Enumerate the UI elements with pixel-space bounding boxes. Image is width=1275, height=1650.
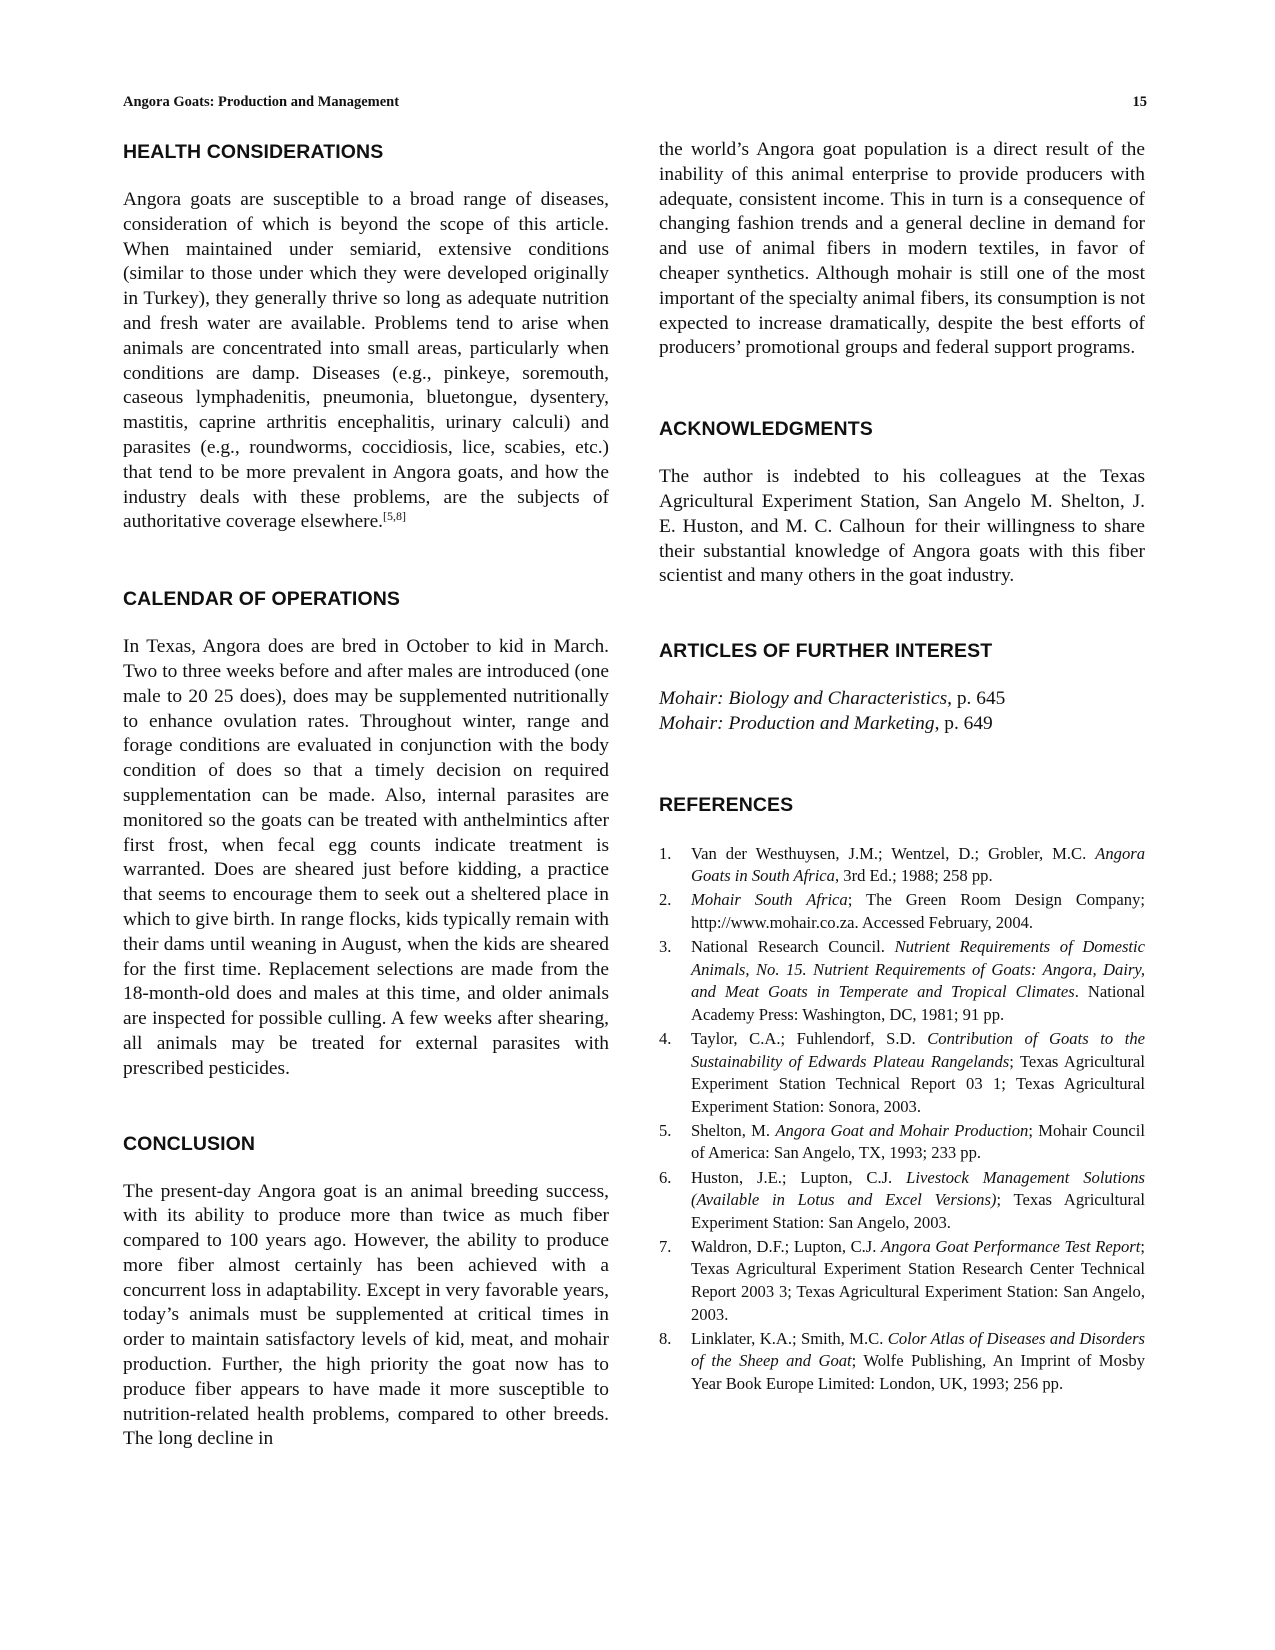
reference-number: 7. (659, 1236, 672, 1256)
reference-text (691, 1328, 1145, 1396)
reference-item (659, 1167, 1145, 1235)
further-interest-list (659, 687, 1145, 737)
reference-text (691, 1236, 1145, 1326)
acknowledgments-paragraph: The author is indebted to his colleagues at the Texas Agricultural Experiment Station, San Angelo M. Shelton, J. E. Huston, and M. C. Calhoun for their willingness to share their substantial knowledge of Angora goats with this fiber scientist and many others in the goat industry. (659, 466, 1145, 587)
further-interest-item[interactable] (659, 712, 1145, 737)
health-citation[interactable]: [5,8] (383, 509, 407, 524)
reference-authors: Linklater, K.A.; Smith, M.C. (691, 1328, 888, 1348)
health-considerations-paragraph (123, 188, 609, 535)
reference-details: ; Texas Agricultural Experiment Station Research Center Technical Report 2003 3; Texas Agricultural Experiment Station: San Angelo, 2003. (691, 1236, 1145, 1324)
conclusion-heading: CONCLUSION (123, 1132, 256, 1155)
right-column (659, 138, 1145, 1397)
reference-number: 5. (659, 1120, 672, 1140)
reference-title: Color Atlas of Diseases and Disorders of the Sheep and Goat (691, 1328, 1145, 1371)
references-heading: REFERENCES (659, 793, 794, 816)
further-interest-heading: ARTICLES OF FURTHER INTEREST (659, 640, 993, 663)
reference-title: Nutrient Requirements of Domestic Animals, No. 15. Nutrient Requirements of Goats: Angora, Dairy, and Meat Goats in Temperate and Tropical Climates (691, 937, 1145, 1002)
reference-number: 1. (659, 843, 672, 863)
references-list (659, 843, 1145, 1396)
reference-number: 2. (659, 890, 672, 910)
reference-number: 6. (659, 1167, 672, 1187)
reference-title: Angora Goat Performance Test Report (881, 1236, 1141, 1256)
reference-text (691, 843, 1145, 888)
reference-authors: Huston, J.E.; Lupton, C.J. (691, 1167, 907, 1187)
further-interest-page: , p. 649 (934, 712, 993, 734)
reference-authors: National Research Council. (691, 937, 895, 957)
reference-details: , 3rd Ed.; 1988; 258 pp. (834, 866, 993, 886)
reference-text (691, 1167, 1145, 1235)
calendar-of-operations-heading: CALENDAR OF OPERATIONS (123, 588, 401, 611)
reference-item (659, 1120, 1145, 1165)
reference-number: 3. (659, 937, 672, 957)
reference-text (691, 889, 1145, 934)
reference-authors: Shelton, M. (691, 1120, 776, 1140)
reference-authors: Van der Westhuysen, J.M.; Wentzel, D.; Grobler, M.C. (691, 843, 1096, 863)
further-interest-title[interactable]: Mohair: Biology and Characteristics (659, 688, 948, 710)
reference-item (659, 889, 1145, 934)
reference-item (659, 1328, 1145, 1396)
running-title: Angora Goats: Production and Management (123, 94, 400, 110)
reference-details: ; The Green Room Design Company; http://www.mohair.co.za. Accessed February, 2004. (691, 890, 1145, 933)
running-header (123, 94, 1147, 111)
left-column (123, 138, 609, 1452)
reference-number: 8. (659, 1328, 672, 1348)
reference-text (691, 1120, 1145, 1165)
reference-item (659, 1236, 1145, 1326)
reference-title: Mohair South Africa (691, 890, 848, 910)
reference-text (691, 1028, 1145, 1118)
further-interest-title[interactable]: Mohair: Production and Marketing (659, 712, 935, 734)
reference-text (691, 936, 1145, 1026)
conclusion-paragraph-left: The present-day Angora goat is an animal breeding success, with its ability to produce more than twice as much fiber compared to 100 years ago. However, the ability to produce more fiber almost certainly has been achieved with a concurrent loss in adaptability. Except in very favorable years, today’s animals must be supplemented at critical times in order to maintain satisfactory levels of kid, meat, and mohair production. Further, the high priority the goat now has to produce fiber appears to have made it more susceptible to nutrition-related health problems, compared to other breeds. The long decline in (123, 1180, 609, 1450)
reference-title: Livestock Management Solutions (Available in Lotus and Excel Versions) (691, 1167, 1146, 1210)
reference-number: 4. (659, 1029, 672, 1048)
further-interest-item[interactable] (659, 687, 1145, 712)
acknowledgments-heading: ACKNOWLEDGMENTS (659, 418, 873, 441)
calendar-of-operations-paragraph: In Texas, Angora does are bred in October to kid in March. Two to three weeks before and after males are introduced (one male to 20 25 does), does may be supplemented nutritionally to enhance ovulation rates. Throughout winter, range and forage conditions are evaluated in conjunction with the body condition of does so that a timely decision on required supplementation can be made. Also, internal parasites are monitored so the goats can be treated with anthelmintics after first frost, when fecal egg counts indicate treatment is warranted. Does are sheared just before kidding, a practice that seems to encourage them to seek out a sheltered place in which to give birth. In range flocks, kids typically remain with their dams until weaning in August, when the kids are sheared for the first time. Replacement selections are made from the 18-month-old does and males at this time, and older animals are inspected for possible culling. A few weeks after shearing, all animals may be treated for external parasites with prescribed pesticides. (123, 636, 609, 1079)
reference-authors: Taylor, C.A.; Fuhlendorf, S.D. (691, 1029, 928, 1048)
reference-item (659, 843, 1145, 888)
reference-details: . National Academy Press: Washington, DC, 1981; 91 pp. (691, 982, 1145, 1024)
reference-item (659, 1028, 1145, 1118)
conclusion-paragraph-right: the world’s Angora goat population is a direct result of the inability of this animal enterprise to provide producers with adequate, consistent income. This in turn is a consequence of changing fashion trends and a general decline in demand for and use of animal fibers in modern textiles, in favor of cheaper synthetics. Although mohair is still one of the most important of the specialty animal fibers, its consumption is not expected to increase dramatically, despite the best efforts of producers’ promotional groups and federal support programs. (659, 139, 1145, 359)
reference-title: Angora Goat and Mohair Production (775, 1120, 1029, 1140)
health-considerations-heading: HEALTH CONSIDERATIONS (123, 141, 384, 163)
reference-details: ; Texas Agricultural Experiment Station: San Angelo, 2003. (691, 1190, 1145, 1232)
further-interest-page: , p. 645 (947, 688, 1006, 710)
reference-title: Contribution of Goats to the Sustainability of Edwards Plateau Rangelands (691, 1029, 1145, 1071)
reference-details: ; Wolfe Publishing, An Imprint of Mosby Year Book Europe Limited: London, UK, 1993; 256 pp. (691, 1351, 1145, 1393)
reference-details: ; Mohair Council of America: San Angelo, TX, 1993; 233 pp. (691, 1120, 1145, 1163)
reference-title: Angora Goats in South Africa (691, 843, 1145, 886)
health-considerations-text: Angora goats are susceptible to a broad range of diseases, consideration of which is beyond the scope of this article. When maintained under semiarid, extensive conditions (similar to those under which they were developed originally in Turkey), they generally thrive so long as adequate nutrition and fresh water are available. Problems tend to arise when animals are concentrated into small areas, particularly when conditions are damp. Diseases (e.g., pinkeye, soremouth, caseous lymphadenitis, pneumonia, bluetongue, dysentery, mastitis, caprine arthritis encephalitis, urinary calculi) and parasites (e.g., roundworms, coccidiosis, lice, scabies, etc.) that tend to be more prevalent in Angora goats, and how the industry deals with these problems, are the subjects of authoritative coverage elsewhere. (123, 189, 609, 533)
reference-item (659, 936, 1145, 1026)
reference-details: ; Texas Agricultural Experiment Station Technical Report 03 1; Texas Agricultural Experiment Station: Sonora, 2003. (691, 1051, 1145, 1116)
reference-authors: Waldron, D.F.; Lupton, C.J. (691, 1236, 882, 1256)
page-number: 15 (1132, 94, 1147, 110)
